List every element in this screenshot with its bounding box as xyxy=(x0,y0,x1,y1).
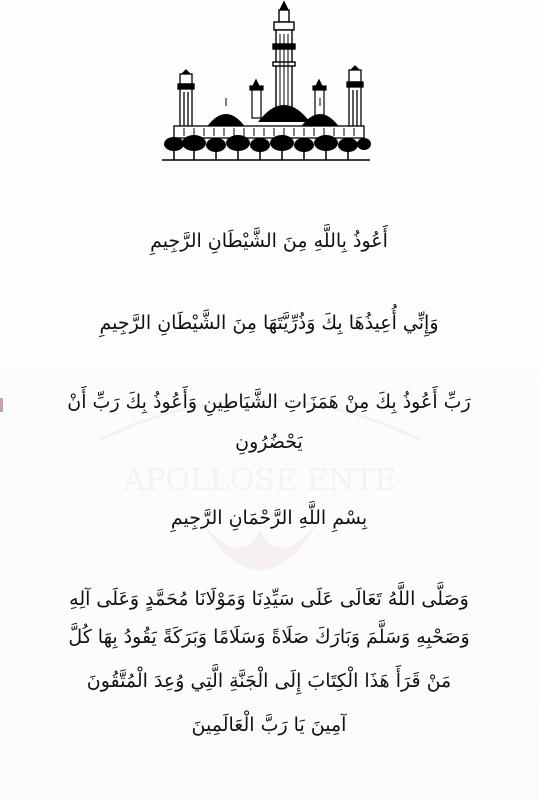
watermark-text: APOLLOSE ENTE xyxy=(123,463,397,498)
line-protection-whispers: رَبِّ أَعُوذُ بِكَ مِنْ هَمَزَاتِ الشَّيَاطِينِ وَأَعُوذُ بِكَ رَبِّ أَنْ xyxy=(67,391,471,413)
line-salawat-1: وَصَلَّى اللَّهُ تَعَالَى عَلَى سَيِّدِنَا وَمَوْلَانَا مُحَمَّدٍ وَعَلَى آلِهِ xyxy=(69,588,469,610)
mosque-illustration-icon xyxy=(160,0,372,162)
page-edge-mark xyxy=(0,398,3,412)
line-salawat-3: مَنْ قَرَأَ هَذَا الْكِتَابَ إِلَى الْجَنَّةِ الَّتِي وُعِدَ الْمُتَّقُونَ xyxy=(86,670,452,692)
line-protection-whispers-end: يَحْضُرُونِ xyxy=(235,431,303,453)
line-taawwudh: أَعُوذُ بِاللَّهِ مِنَ الشَّيْطَانِ الرَّجِيمِ xyxy=(150,230,388,252)
line-basmala: بِسْمِ اللَّهِ الرَّحْمَانِ الرَّجِيمِ xyxy=(170,507,368,529)
line-protection-offspring: وَإِنِّي أُعِيذُهَا بِكَ وَذُرِّيَّتَهَا مِنَ الشَّيْطَانِ الرَّجِيمِ xyxy=(99,312,439,334)
line-salawat-amin: آمِينَ يَا رَبَّ الْعَالَمِينَ xyxy=(191,714,347,736)
line-salawat-2: وَصَحْبِهِ وَسَلَّمَ وَبَارَكَ صَلَاةً وَسَلَامًا وَبَرَكَةً يَقُودُ بِهَا كُلَّ xyxy=(68,626,470,648)
